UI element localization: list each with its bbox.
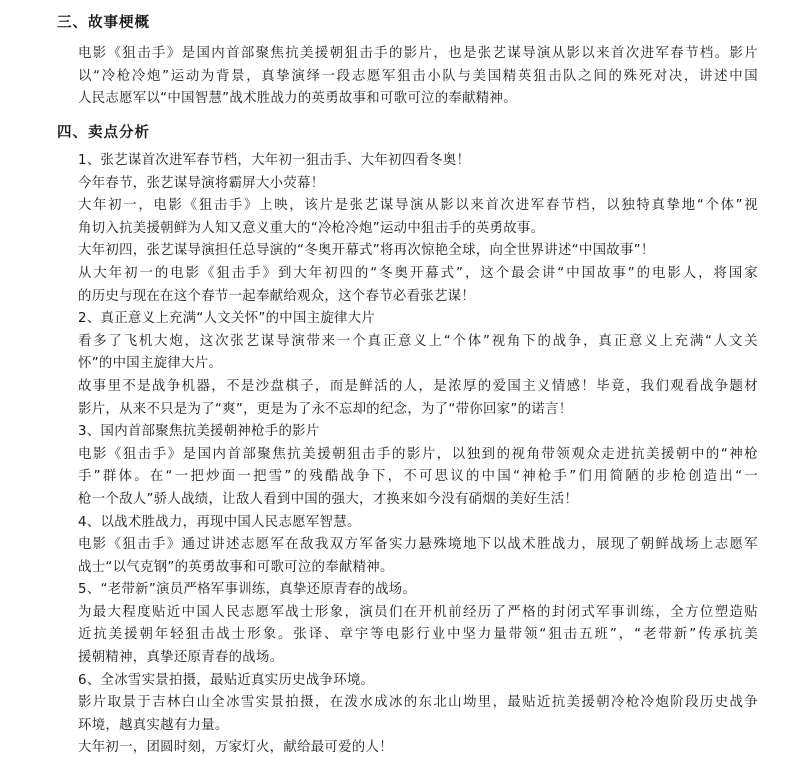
text-line: 电影《狙击手》通过讲述志愿军在敌我双方军备实力悬殊境地下以战术胜战力，展现了朝鲜战场上志愿军 <box>78 537 758 553</box>
text-line: 影片，从来不只是为了“爽”，更是为了永不忘却的纪念，为了“带你回家”的诺言！ <box>78 401 573 417</box>
text-line: 战士“以气克钢”的英勇故事和可歌可泣的奉献精神。 <box>78 559 394 575</box>
selling-points-body <box>78 150 758 760</box>
text-line: 援朝精神，真挚还原青春的战场。 <box>78 650 284 666</box>
point-heading-4: 4、以战术胜战力，再现中国人民志愿军智慧。 <box>78 514 361 530</box>
text-line: 环境，越真实越有力量。 <box>78 717 229 733</box>
text-line: 角切入抗美援朝鲜为人知又意义重大的“冷枪冷炮”运动中狙击手的英勇故事。 <box>78 220 545 236</box>
text-line: 电影《狙击手》是国内首部聚焦抗美援朝狙击手的影片，以独到的视角带领观众走进抗美援朝中的“神枪 <box>78 446 758 462</box>
point-heading-1: 1、张艺谋首次进军春节档，大年初一狙击手、大年初四看冬奥！ <box>78 153 471 168</box>
text-line: 今年春节，张艺谋导演将霸屏大小荧幕！ <box>78 175 325 191</box>
text-line: 故事里不是战争机器，不是沙盘棋子，而是鲜活的人，是浓厚的爱国主义情感！毕竟，我们观看战争题材 <box>78 378 758 394</box>
text-line: 为最大程度贴近中国人民志愿军战士形象，演员们在开机前经历了严格的封闭式军事训练，全方位塑造贴 <box>78 604 758 620</box>
story-line: 以“冷枪冷炮”运动为背景，真挚演绎一段志愿军狙击小队与美国精英狙击队之间的殊死对决，讲述中国 <box>78 68 758 84</box>
point-heading-6: 6、全冰雪实景拍摄，最贴近真实历史战争环境。 <box>78 672 375 688</box>
point-heading-2: 2、真正意义上充满“人文关怀”的中国主旋律大片 <box>78 311 376 327</box>
text-line: 大年初四，张艺谋导演担任总导演的“冬奥开幕式”将再次惊艳全球，向全世界讲述“中国故事”！ <box>78 243 655 259</box>
story-line: 人民志愿军以“中国智慧”战术胜战力的英勇故事和可歌可泣的奉献精神。 <box>78 91 517 107</box>
story-line: 电影《狙击手》是国内首部聚焦抗美援朝狙击手的影片，也是张艺谋导演从影以来首次进军春节档。影片 <box>78 46 758 61</box>
text-line: 手”群体。在“一把炒面一把雪”的残酷战争下，不可思议的中国“神枪手”们用简陋的步枪创造出“一 <box>78 469 758 485</box>
text-line: 看多了飞机大炮，这次张艺谋导演带来一个真正意义上“个体”视角下的战争，真正意义上充满“人文关 <box>78 333 758 349</box>
story-paragraph <box>78 43 758 111</box>
text-line: 影片取景于吉林白山全冰雪实景拍摄，在泼水成冰的东北山坳里，最贴近抗美援朝冷枪冷炮阶段历史战争 <box>78 695 758 711</box>
point-heading-5: 5、“老带新”演员严格军事训练，真挚还原青春的战场。 <box>78 582 417 598</box>
text-line: 怀”的中国主旋律大片。 <box>78 356 223 372</box>
text-line: 从大年初一的电影《狙击手》到大年初四的“冬奥开幕式”，这个最会讲“中国故事”的电影人，将国家 <box>78 265 758 281</box>
closing-line: 大年初一，团圆时刻，万家灯火，献给最可爱的人！ <box>78 740 393 756</box>
section-heading-story: 三、故事梗概 <box>57 15 150 31</box>
section-heading-selling-points: 四、卖点分析 <box>57 125 150 141</box>
text-line: 枪一个敌人”骄人战绩，让敌人看到中国的强大，才换来如今没有硝烟的美好生活！ <box>78 491 579 507</box>
point-heading-3: 3、国内首部聚焦抗美援朝神枪手的影片 <box>78 424 320 440</box>
text-line: 的历史与现在在这个春节一起奉献给观众，这个春节必看张艺谋！ <box>78 288 476 304</box>
text-line: 近抗美援朝年轻狙击战士形象。张译、章宇等电影行业中坚力量带领“狙击五班”，“老带新”传承抗美 <box>78 627 758 643</box>
text-line: 大年初一，电影《狙击手》上映，该片是张艺谋导演从影以来首次进军春节档，以独特真挚地“个体”视 <box>78 198 758 214</box>
